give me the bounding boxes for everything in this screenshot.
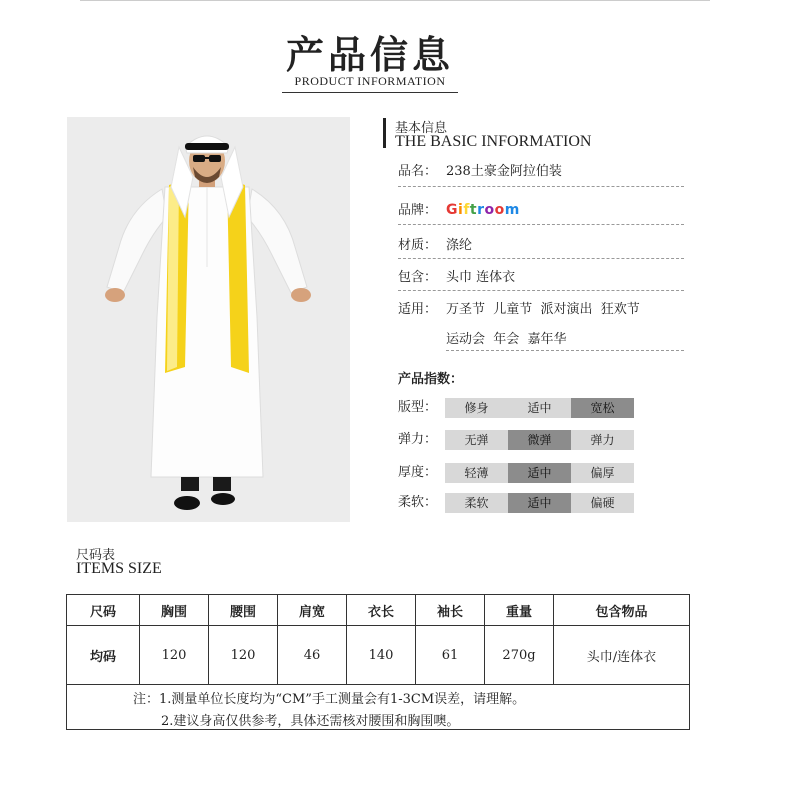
size-notes: [66, 682, 690, 730]
size-table: [66, 594, 690, 685]
size-cell: 120: [140, 626, 209, 685]
size-header-cell: 包含物品: [554, 595, 690, 626]
index-option-selected: 适中: [508, 493, 571, 513]
index-option: 适中: [508, 398, 571, 418]
page-title: 产品信息: [285, 32, 454, 77]
size-cell: 120: [209, 626, 278, 685]
product-photo: [67, 117, 350, 522]
info-value: 涤纶: [446, 238, 473, 253]
info-row-brand: [398, 199, 520, 218]
title-underline: [282, 92, 458, 93]
info-row-material: [398, 234, 472, 253]
size-cell: 头巾/连体衣: [554, 626, 690, 685]
index-heading: 产品指数：: [398, 372, 464, 387]
index-label: 版型：: [398, 400, 438, 415]
note-line-1: 注：1.测量单位长度均为“CM”手工测量会有1-3CM误差，请理解。: [133, 692, 526, 707]
note-line-2: 2.建议身高仅供参考，具体还需核对腰围和胸围噢。: [161, 714, 460, 729]
info-label: 包含：: [398, 270, 438, 285]
size-cell: 270g: [485, 626, 554, 685]
info-value: 万圣节 儿童节 派对演出 狂欢节: [446, 302, 640, 317]
table-row: [67, 626, 690, 685]
size-heading-cn: 尺码表: [76, 548, 116, 563]
info-value: 运动会 年会 嘉年华: [446, 332, 567, 347]
size-header-cell: 肩宽: [278, 595, 347, 626]
info-label: 适用：: [398, 302, 438, 317]
section-accent-bar: [383, 118, 386, 148]
basic-info-heading-en: THE BASIC INFORMATION: [395, 133, 592, 150]
index-option: 偏硬: [571, 493, 634, 513]
size-header-cell: 胸围: [140, 595, 209, 626]
size-header-cell: 重量: [485, 595, 554, 626]
dashed-divider: [398, 186, 684, 187]
arab-costume-model-photo: [67, 117, 350, 522]
index-option: 无弹: [445, 430, 508, 450]
size-cell: 46: [278, 626, 347, 685]
size-header-cell: 袖长: [416, 595, 485, 626]
info-label: 品牌：: [398, 203, 438, 218]
index-label: 厚度：: [398, 465, 438, 480]
index-option: 修身: [445, 398, 508, 418]
info-row-occasions-cont: [446, 328, 567, 347]
size-cell: 均码: [67, 626, 140, 685]
index-option: 柔软: [445, 493, 508, 513]
index-option-selected: 微弹: [508, 430, 571, 450]
info-value: 238土豪金阿拉伯装: [446, 164, 562, 179]
index-option: 偏厚: [571, 463, 634, 483]
top-divider: [80, 0, 710, 1]
size-table-header: [67, 595, 690, 626]
dashed-divider: [446, 350, 684, 351]
size-header-cell: 衣长: [347, 595, 416, 626]
info-row-includes: [398, 266, 515, 285]
index-option-selected: 宽松: [571, 398, 634, 418]
info-value: 头巾 连体衣: [446, 270, 516, 285]
basic-info-heading-cn: 基本信息: [395, 121, 448, 136]
info-label: 品名：: [398, 164, 438, 179]
info-row-occasions: [398, 298, 640, 317]
size-cell: 140: [347, 626, 416, 685]
dashed-divider: [398, 290, 684, 291]
index-option: 弹力: [571, 430, 634, 450]
index-option: 轻薄: [445, 463, 508, 483]
dashed-divider: [398, 224, 684, 225]
index-label: 弹力：: [398, 432, 438, 447]
size-header-cell: 尺码: [67, 595, 140, 626]
info-row-name: [398, 160, 562, 179]
size-heading-en: ITEMS SIZE: [76, 560, 162, 577]
index-label: 柔软：: [398, 495, 438, 510]
info-label: 材质：: [398, 238, 438, 253]
page-subtitle: PRODUCT INFORMATION: [294, 74, 446, 88]
size-header-cell: 腰围: [209, 595, 278, 626]
index-option-selected: 适中: [508, 463, 571, 483]
dashed-divider: [398, 258, 684, 259]
brand-logo: Giftroom: [446, 202, 520, 218]
size-cell: 61: [416, 626, 485, 685]
